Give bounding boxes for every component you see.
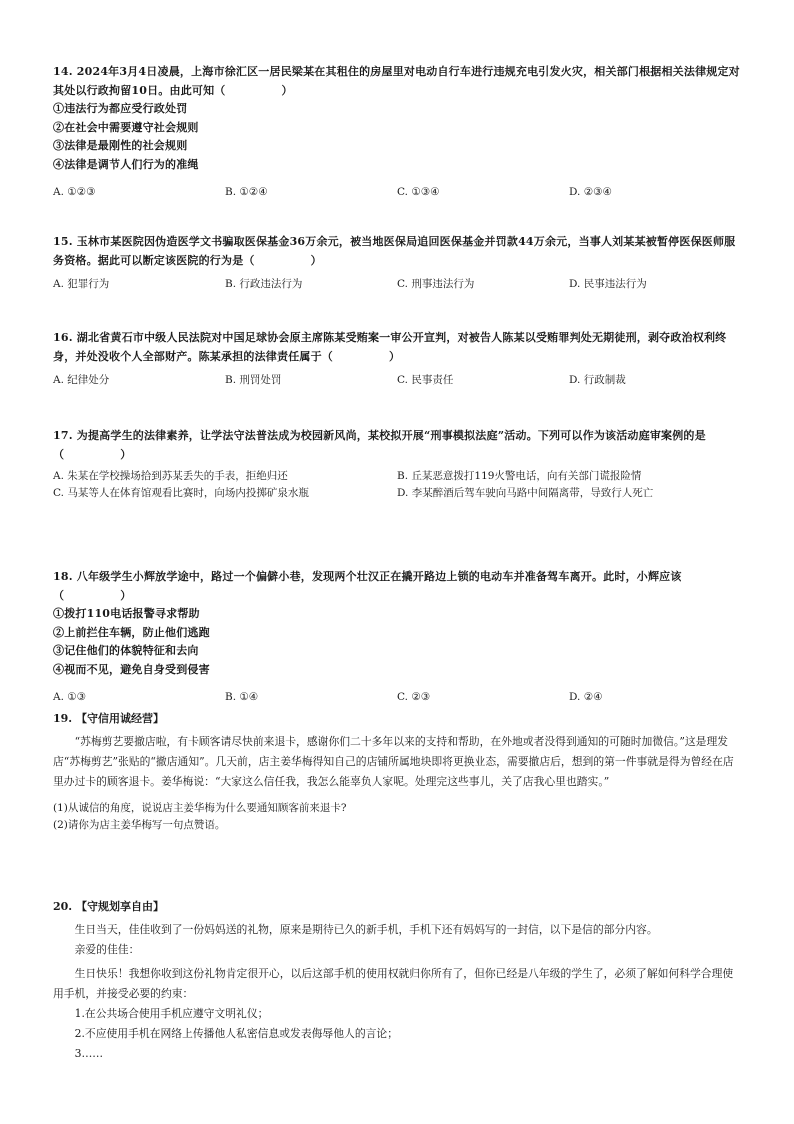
sub-question: (2)请你为店主姜华梅写一句点赞语。: [53, 819, 226, 831]
option-d[interactable]: D. ②④: [569, 691, 603, 703]
question-17: [53, 426, 743, 502]
option-a[interactable]: A. ①③: [53, 691, 87, 703]
letter-greeting: 亲爱的佳佳：: [74, 943, 140, 956]
option-a[interactable]: A. ①②③: [53, 186, 96, 198]
option-c[interactable]: C. 刑事违法行为: [397, 278, 475, 290]
question-19-title: 19. 【守信用诚经营】: [53, 712, 164, 725]
option-c[interactable]: C. ①③④: [397, 186, 440, 198]
option-d[interactable]: D. ②③④: [569, 186, 612, 198]
option-b[interactable]: B. ①④: [225, 691, 259, 703]
question-19: [53, 710, 743, 834]
option-a[interactable]: A. 朱某在学校操场拾到苏某丢失的手表，拒绝归还: [53, 470, 288, 482]
question-15-options: [53, 276, 743, 292]
question-19-material: “苏梅剪艺要撤店啦，有卡顾客请尽快前来退卡，感谢你们二十多年以来的支持和帮助，在外地或者没得到通知的可随时加微信。”这是理发店“苏梅剪艺”张贴的“撤店通知”。几天前，店主姜华梅得知自己的店铺所属地块即将更换业态，需要撤店后，想到的第一件事就是得为曾经在店里办过卡的顾客退卡。姜华梅说：“大家这么信任我，我怎么能辜负人家呢。处理完这些事儿，关了店我心里也踏实。”: [53, 735, 734, 788]
question-16-stem: 16. 湖北省黄石市中级人民法院对中国足球协会原主席陈某受贿案一审公开宣判，对被告人陈某以受贿罪判处无期徒刑，剥夺政治权利终身，并处没收个人全部财产。陈某承担的法律责任属于（ ）: [53, 331, 727, 363]
question-14: [53, 62, 743, 200]
letter-item: 2.不应使用手机在网络上传播他人私密信息或发表侮辱他人的言论；: [74, 1027, 399, 1040]
question-17-stem: 17. 为提高学生的法律素养，让学法守法普法成为校园新风尚，某校拟开展“刑事模拟法庭”活动。下列可以作为该活动庭审案例的是（ ）: [53, 429, 706, 461]
question-16: [53, 328, 743, 388]
question-17-options: [53, 468, 743, 502]
question-15-stem: 15. 玉林市某医院因伪造医学文书骗取医保基金36万余元，被当地医保局追回医保基金并罚款44万余元，当事人刘某某被暂停医保医师服务资格。据此可以断定该医院的行为是（ ）: [53, 235, 736, 267]
statement: ③记住他们的体貌特征和去向: [53, 644, 199, 657]
question-16-options: [53, 372, 743, 388]
letter-item: 1.在公共场合使用手机应遵守文明礼仪；: [74, 1007, 269, 1020]
statement: ①违法行为都应受行政处罚: [53, 102, 188, 115]
option-d[interactable]: D. 民事违法行为: [569, 278, 647, 290]
option-a[interactable]: A. 纪律处分: [53, 374, 110, 386]
question-15: [53, 232, 743, 292]
question-18-options: [53, 689, 743, 705]
sub-question: (1)从诚信的角度，说说店主姜华梅为什么要通知顾客前来退卡?: [53, 802, 347, 814]
question-14-options: [53, 184, 743, 200]
option-b[interactable]: B. ①②④: [225, 186, 268, 198]
option-d[interactable]: D. 行政制裁: [569, 374, 626, 386]
option-c[interactable]: C. ②③: [397, 691, 431, 703]
option-c[interactable]: C. 马某等人在体育馆观看比赛时，向场内投掷矿泉水瓶: [53, 487, 309, 499]
statement: ①拨打110电话报警寻求帮助: [53, 607, 200, 620]
letter-body: 生日快乐！我想你收到这份礼物肯定很开心，以后这部手机的使用权就归你所有了，但你已经是八年级的学生了，必须了解如何科学合理使用手机，并接受必要的约束：: [53, 967, 734, 1000]
statement: ④法律是调节人们行为的准绳: [53, 157, 199, 171]
statement: ④视而不见，避免自身受到侵害: [53, 662, 210, 676]
option-b[interactable]: B. 丘某恶意拨打119火警电话，向有关部门谎报险情: [397, 470, 642, 482]
statement: ②上前拦住车辆，防止他们逃跑: [53, 625, 210, 639]
option-b[interactable]: B. 行政违法行为: [225, 278, 303, 290]
statement: ②在社会中需要遵守社会规则: [53, 120, 199, 134]
option-b[interactable]: B. 刑罚处罚: [225, 374, 282, 386]
question-20-intro: 生日当天，佳佳收到了一份妈妈送的礼物，原来是期待已久的新手机，手机下还有妈妈写的一封信，以下是信的部分内容。: [74, 923, 658, 936]
question-20-title: 20. 【守规划享自由】: [53, 900, 164, 913]
question-14-stem: 14. 2024年3月4日凌晨，上海市徐汇区一居民梁某在其租住的房屋里对电动自行车进行违规充电引发火灾，相关部门根据相关法律规定对其处以行政拘留10日。由此可知（ ）: [53, 65, 740, 97]
question-20: [53, 898, 743, 1064]
question-18: [53, 567, 743, 705]
question-18-stem: 18. 八年级学生小辉放学途中，路过一个偏僻小巷，发现两个壮汉正在撬开路边上锁的电动车并准备驾车离开。此时，小辉应该（ ）: [53, 570, 682, 602]
option-c[interactable]: C. 民事责任: [397, 374, 454, 386]
option-d[interactable]: D. 李某醉酒后驾车驶向马路中间隔离带，导致行人死亡: [397, 487, 654, 499]
statement: ③法律是最刚性的社会规则: [53, 139, 188, 152]
option-a[interactable]: A. 犯罪行为: [53, 278, 110, 290]
letter-item: 3……: [74, 1047, 104, 1060]
